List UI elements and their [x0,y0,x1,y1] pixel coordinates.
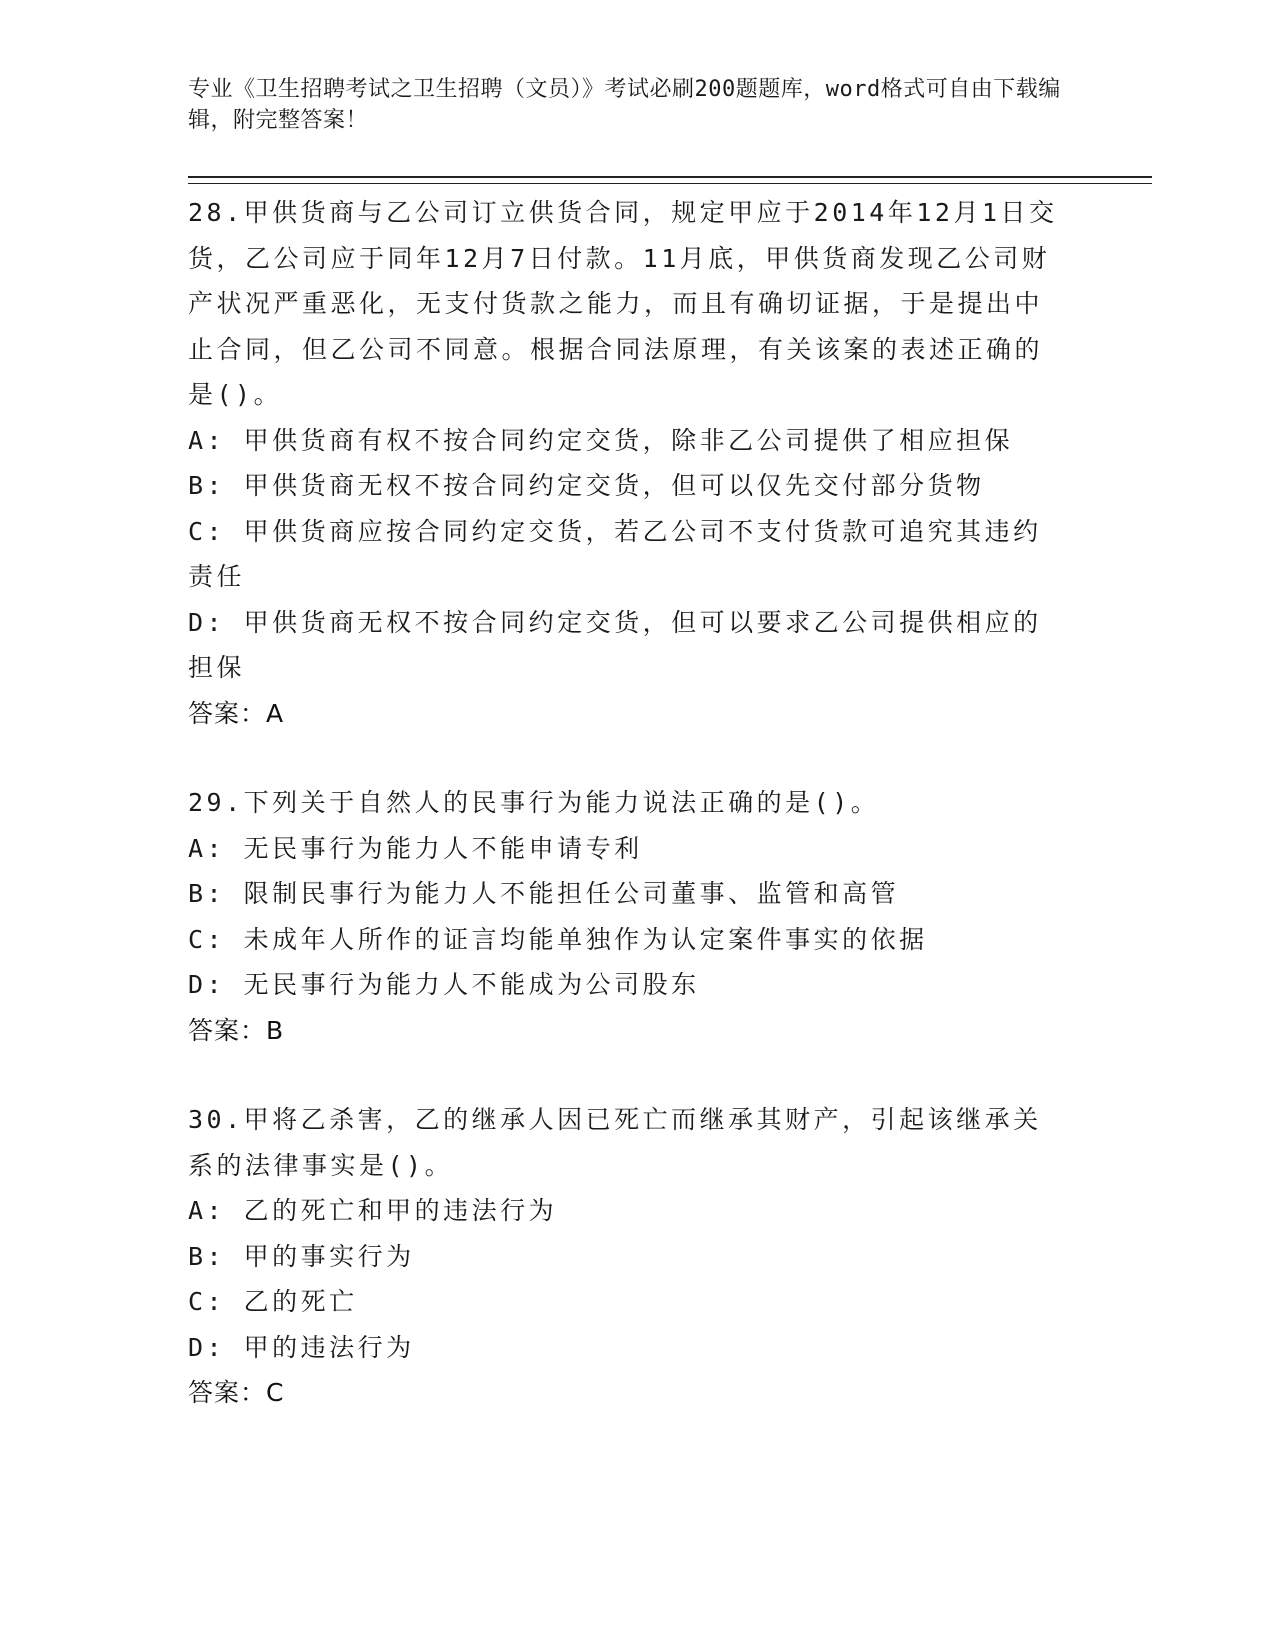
question-stem: 28.甲供货商与乙公司订立供货合同，规定甲应于2014年12月1日交货，乙公司应于同年12月7日付款。11月底，甲供货商发现乙公司财产状况严重恶化，无支付货款之能力，而且有确切证据，于是提出中止合同，但乙公司不同意。根据合同法原理，有关该案的表述正确的是()。 [188,198,1058,409]
header-divider-thin [188,183,1152,184]
answer-label: 答案：C [188,1378,285,1407]
question-28 [188,190,1088,736]
option-b: B: 限制民事行为能力人不能担任公司董事、监管和高管 [188,879,900,908]
option-d: D: 无民事行为能力人不能成为公司股东 [188,970,700,999]
option-a: A: 无民事行为能力人不能申请专利 [188,833,643,863]
option-c: C: 甲供货商应按合同约定交货，若乙公司不支付货款可追究其违约责任 [188,516,1042,591]
option-a: A: 乙的死亡和甲的违法行为 [188,1196,558,1225]
question-30 [188,1097,1088,1416]
question-29 [188,780,1088,1053]
option-d: D: 甲的违法行为 [188,1332,415,1362]
document-header: 专业《卫生招聘考试之卫生招聘（文员）》考试必刷200题题库，word格式可自由下载编辑，附完整答案！ [188,77,1061,133]
answer-label: 答案：A [188,698,285,728]
header-divider-thick [188,176,1152,178]
option-b: B: 甲供货商无权不按合同约定交货，但可以仅先交付部分货物 [188,471,985,500]
question-stem: 30.甲将乙杀害，乙的继承人因已死亡而继承其财产，引起该继承关系的法律事实是()。 [188,1105,1042,1180]
question-list [188,190,1088,1460]
option-b: B: 甲的事实行为 [188,1241,415,1271]
option-c: C: 未成年人所作的证言均能单独作为认定案件事实的依据 [188,924,928,954]
question-stem: 29.下列关于自然人的民事行为能力说法正确的是()。 [188,788,880,817]
answer-label: 答案：B [188,1015,285,1045]
option-d: D: 甲供货商无权不按合同约定交货，但可以要求乙公司提供相应的担保 [188,607,1042,682]
option-c: C: 乙的死亡 [188,1287,358,1316]
option-a: A: 甲供货商有权不按合同约定交货，除非乙公司提供了相应担保 [188,425,1014,455]
